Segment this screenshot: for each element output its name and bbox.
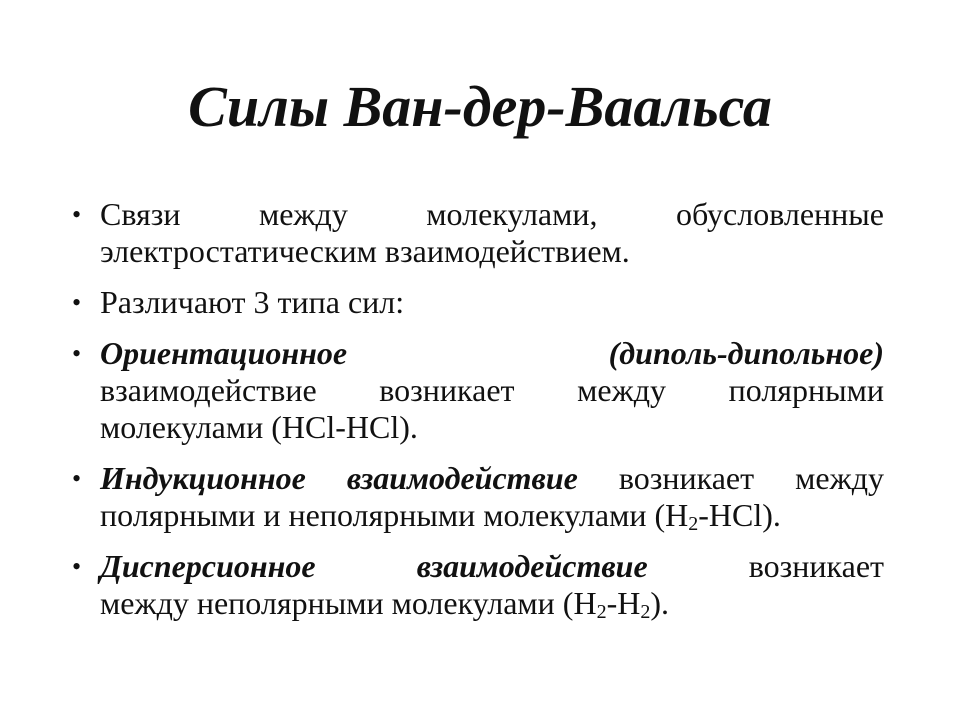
bullet-5-line-2-post: ). bbox=[650, 585, 669, 621]
bullet-4-line-2-pre: полярными и неполярными молекулами (H bbox=[100, 497, 689, 533]
bullet-5-subscript-1: 2 bbox=[596, 601, 607, 623]
bullet-3-line-2: взаимодействие возникает между полярными bbox=[100, 372, 884, 408]
bullet-item-2 bbox=[72, 284, 884, 321]
bullet-dot-icon: • bbox=[72, 339, 82, 368]
bullet-3-line-3: молекулами (HCl-HCl). bbox=[100, 409, 418, 445]
bullet-4-term: Индукционное взаимодействие bbox=[100, 460, 578, 496]
bullet-5-subscript-2: 2 bbox=[640, 601, 651, 623]
slide-title: Силы Ван-дер-Ваальса bbox=[188, 74, 772, 139]
bullet-4-line-1 bbox=[100, 460, 884, 497]
bullet-item-3 bbox=[72, 335, 884, 446]
bullet-5-line-2-pre: между неполярными молекулами (H bbox=[100, 585, 597, 621]
bullet-dot-icon: • bbox=[72, 464, 82, 493]
bullet-item-4 bbox=[72, 460, 884, 534]
bullet-5-line-2-mid: -H bbox=[606, 585, 641, 621]
bullet-2-text: Различают 3 типа сил: bbox=[100, 284, 405, 320]
bullet-dot-icon: • bbox=[72, 288, 82, 317]
bullet-5-line-1 bbox=[100, 548, 884, 585]
bullet-dot-icon: • bbox=[72, 552, 82, 581]
bullet-4-line-2-post: -HCl). bbox=[698, 497, 781, 533]
bullet-4-rest: возникает между bbox=[577, 460, 884, 496]
bullet-4-subscript: 2 bbox=[688, 513, 699, 535]
bullet-3-term: Ориентационное (диполь-дипольное) bbox=[100, 335, 884, 371]
bullet-1-line-2: электростатическим взаимодействием. bbox=[100, 233, 630, 269]
bullet-4-line-2 bbox=[100, 497, 781, 533]
bullet-list bbox=[72, 196, 884, 622]
bullet-item-1 bbox=[72, 196, 884, 270]
bullet-dot-icon: • bbox=[72, 200, 82, 229]
bullet-5-term: Дисперсионное взаимодействие bbox=[100, 548, 648, 584]
bullet-5-line-2 bbox=[100, 585, 669, 621]
bullet-1-line-1: Связи между молекулами, обусловленные bbox=[100, 196, 884, 232]
bullet-item-5 bbox=[72, 548, 884, 622]
bullet-5-rest: возникает bbox=[748, 548, 884, 584]
